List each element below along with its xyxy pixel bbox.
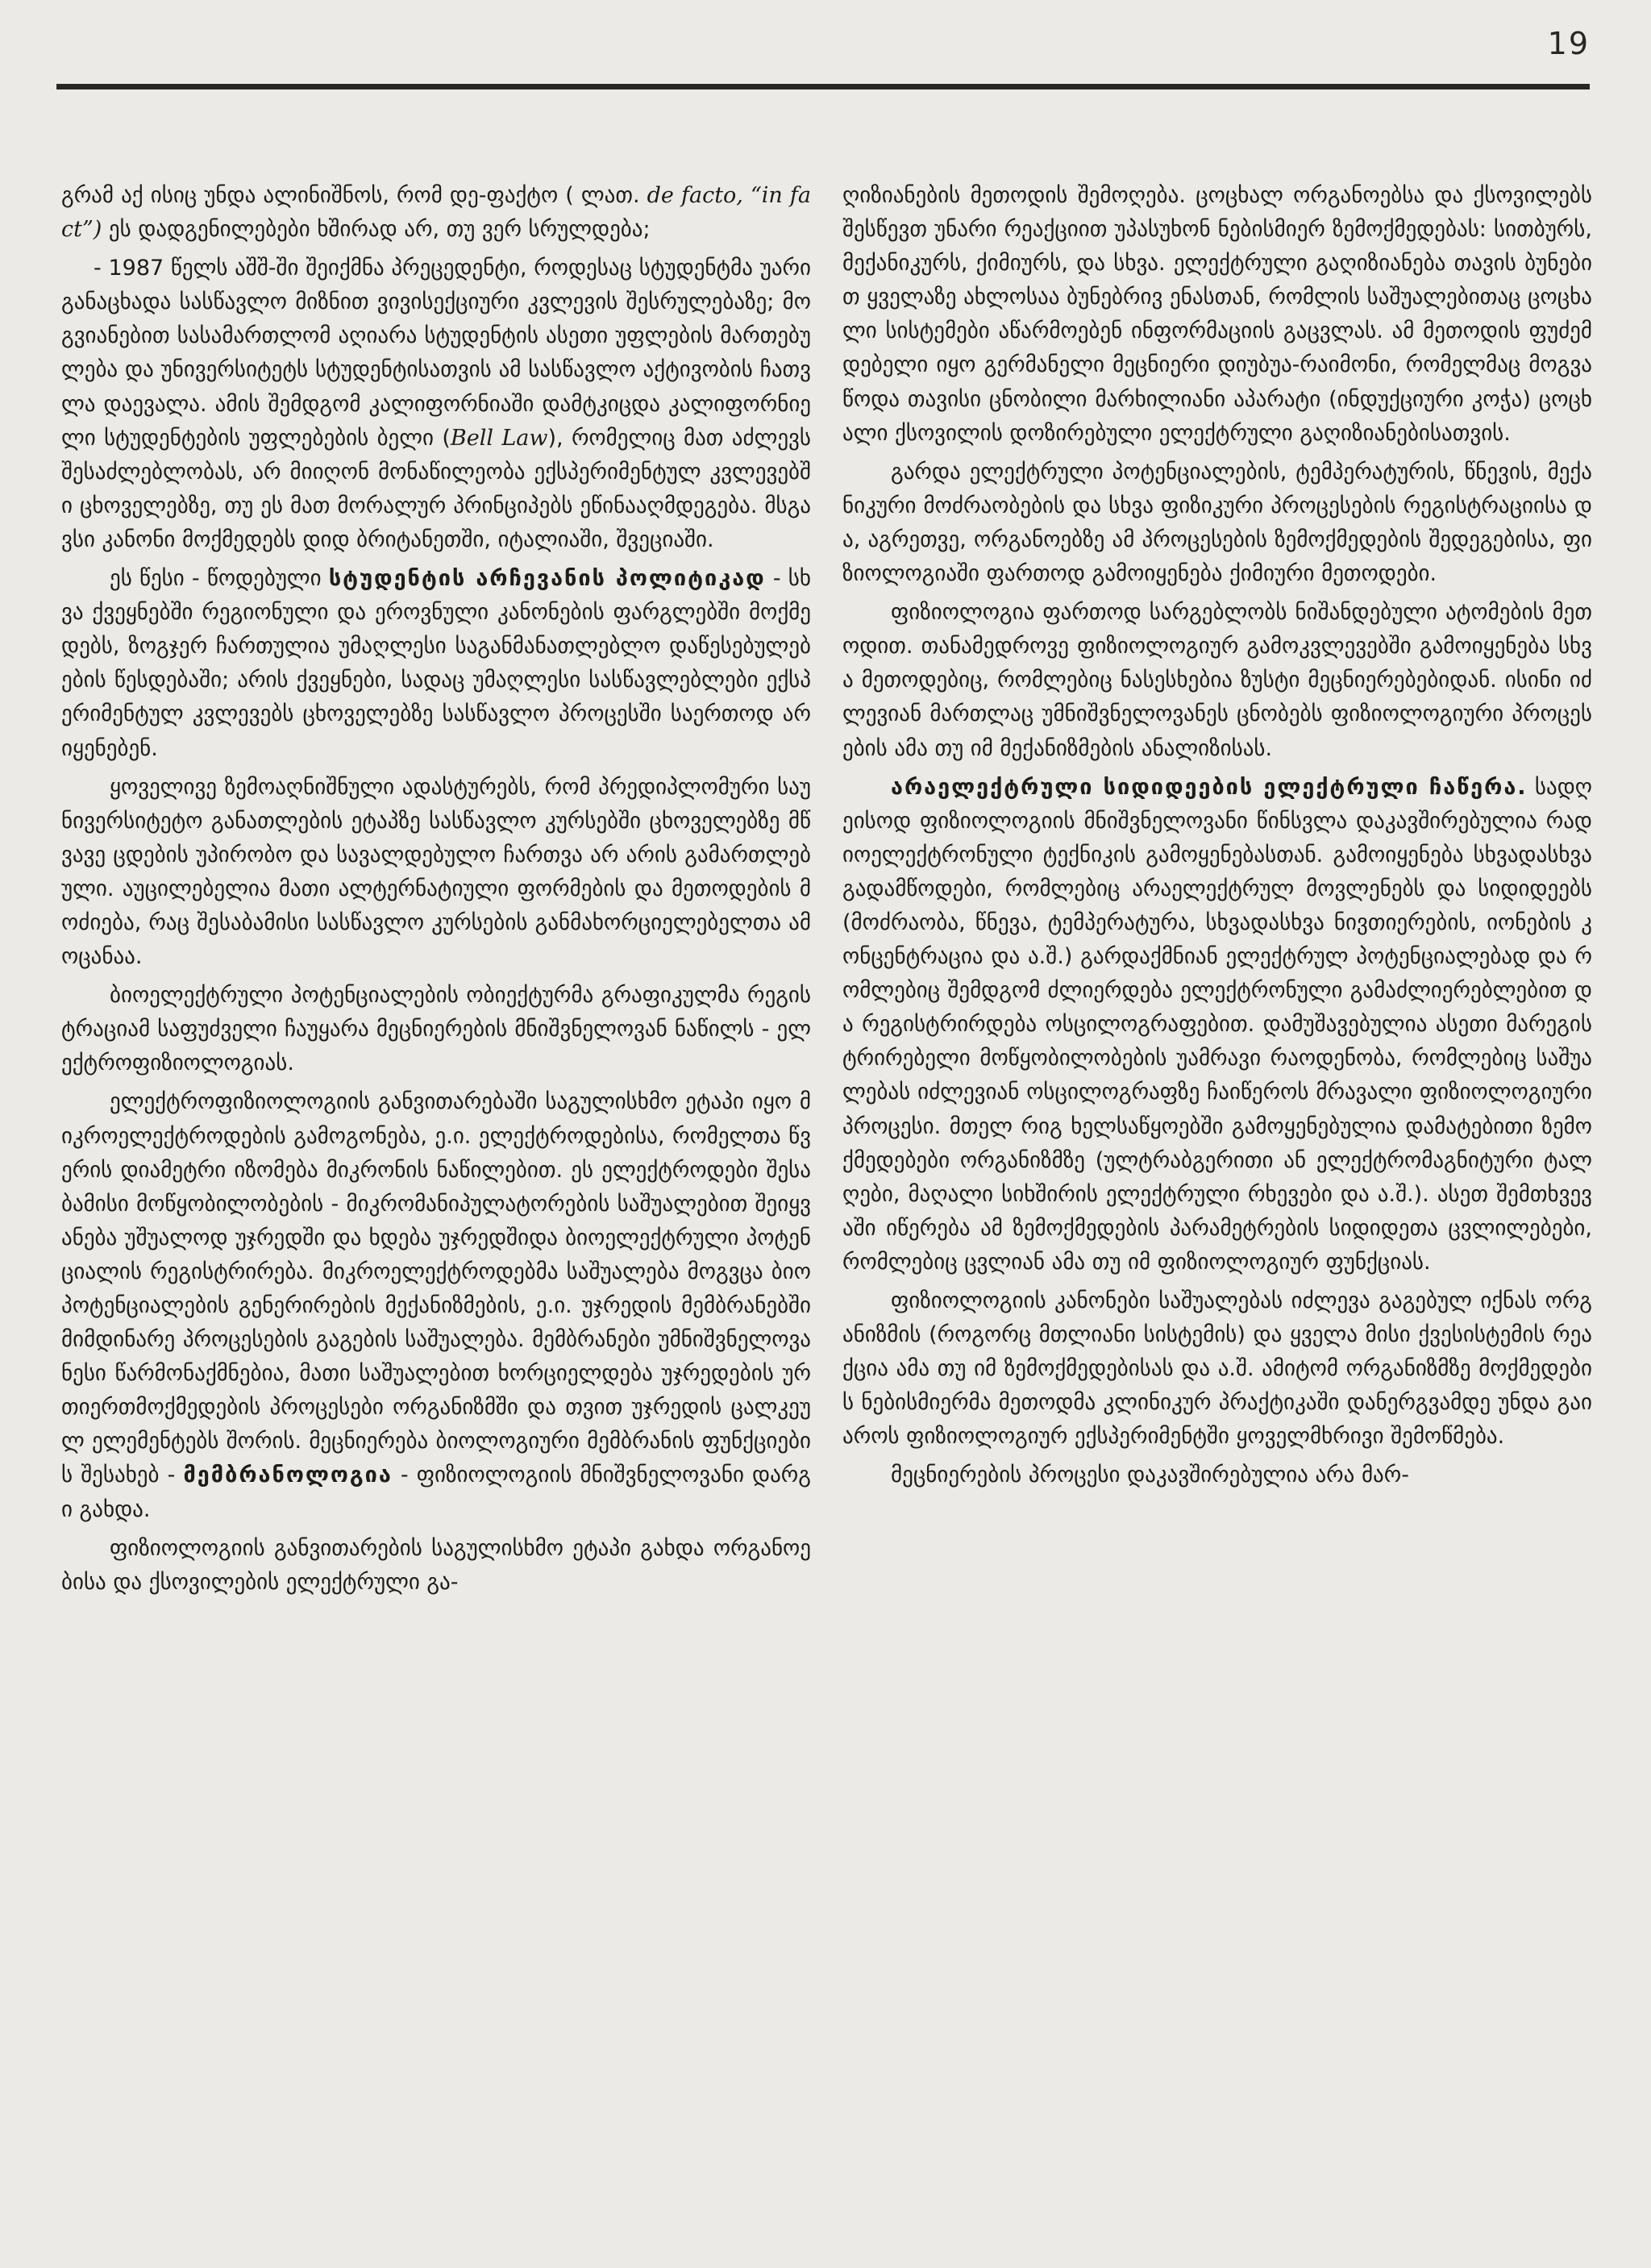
paragraph-text: ელექტროფიზიოლოგიის განვითარებაში საგულისხმო ეტაპი იყო მიკროელექტროდების გამოგონება, ე.ი. ელექტროდებისა, რომელთა წვერის დიამეტრი იზომება მიკრონის ნაწილებით. ეს ელექტროდები შესაბამისი მოწყობილობების - მიკრომანიპულატორების საშუალებით შეიყვანება უშუალოდ უჯრედში და ხდება უჯრედშიდა ბიოელექტრული პოტენციალის რეგისტრირება. მიკროელექტროდებმა საშუალება მოგვცა ბიოპოტენციალების გენერირების მექანიზმების, ე.ი. უჯრედის მემბრანებში მიმდინარე პროცესების გაგების საშუალება. მემბრანები უმნიშვნელოვანესი წარმონაქმნებია, მათი საშუალებით ხორციელდება უჯრედების ურთიერთმოქმედების პროცესები ორგანიზმში და თვით უჯრედის ცალკეულ ელემენტებს შორის. მეცნიერება ბიოლოგიური მემბრანის ფუნქციების შესახებ - (61, 1089, 811, 1488)
header-rule (56, 84, 1590, 89)
paragraph-text: მეცნიერების პროცესი დაკავშირებულია არა მარ- (891, 1463, 1410, 1488)
paragraph-text: ღიზიანების მეთოდის შემოღება. ცოცხალ ორგანოებსა და ქსოვილებს შესწევთ უნარი რეაქციით უპასუხონ ნებისმიერ ზემოქმედებას: სითბურს, მექანიკურს, ქიმიურს, და სხვა. ელექტრული გაღიზიანება თავის ბუნებით ყველაზე ახლოსაა ბუნებრივ ენასთან, რომლის საშუალებითაც ცოცხალი სისტემები აწარმოებენ ინფორმაციის გაცვლას. ამ მეთოდის ფუძემდებელი იყო გერმანელი მეცნიერი დიუბუა-რაიმონი, რომელმაც მოგვაწოდა თავისი ცნობილი მარხილიანი აპარატი (ინდუქციური კოჭა) ცოცხალი ქსოვილის დოზირებული ელექტრული გაღიზიანებისათვის. (842, 183, 1592, 446)
paragraph-text: გარდა ელექტრული პოტენციალების, ტემპერატურის, წნევის, მექანიკური მოძრაობების და სხვა ფიზიკური პროცესების რეგისტრაციისა და, აგრეთვე, ორგანოებზე ამ პროცესების ზემოქმედების შედეგებისა, ფიზიოლოგიაში ფართოდ გამოიყენება ქიმიური მეთოდები. (842, 459, 1592, 587)
paragraph-text: - სხვა ქვეყნებში რეგიონული და ეროვნული კანონების ფარგლებში მოქმედებს, ზოგჯერ ჩართულია უმაღლესი საგანმანათლებლო დაწესებულებების წესდებაში; არის ქვეყნები, სადაც უმაღლესი სასწავლებლები ექსპერიმენტულ კვლევებს ცხოველებზე სასწავლო პროცესში საერთოდ არ იყენებენ. (61, 566, 811, 761)
left-column (61, 179, 811, 2203)
bold-term: სტუდენტის არჩევანის პოლიტიკად (328, 566, 766, 592)
paragraph-text: ეს წესი - წოდებული (110, 566, 329, 592)
paragraph-text: ყოველივე ზემოაღნიშნული ადასტურებს, რომ პრედიპლომური საუნივერსიტეტო განათლების ეტაპზე სასწავლო კურსებში ცხოველებზე მწვავე ცდების უპირობო და სავალდებულო ჩართვა არ არის გამართლებული. აუცილებელია მათი ალტერნატიული ფორმების და მეთოდების მოძიება, რაც შესაბამისი სასწავლო კურსების განმახორციელებელთა ამოცანაა. (61, 774, 811, 970)
paragraph (61, 562, 811, 766)
paragraph-text: ), რომელიც მათ აძლევს შესაძლებლობას, არ მიიღონ მონაწილეობა ექსპერიმენტულ კვლევებში ცხოველებზე, თუ ეს მათ მორალურ პრინციპებს ეწინააღმდეგება. მსგავსი კანონი მოქმედებს დიდ ბრიტანეთში, იტალიაში, შვეციაში. (61, 425, 811, 552)
paragraph (61, 771, 811, 975)
page-number: 19 (1547, 26, 1590, 61)
paragraph (61, 979, 811, 1080)
paragraph-text: ფიზიოლოგია ფართოდ სარგებლობს ნიშანდებული ატომების მეთოდით. თანამედროვე ფიზიოლოგიურ გამოკვლევებში გამოიყენება სხვა მეთოდებიც, რომლებიც ნასესხებია ზუსტი მეცნიერებებიდან. ისინი იძლევიან მართლაც უმნიშვნელოვანეს ცნობებს ფიზიოლოგიური პროცესების ამა თუ იმ მექანიზმების ანალიზისას. (842, 600, 1592, 761)
paragraph-text: სადღეისოდ ფიზიოლოგიის მნიშვნელოვანი წინსვლა დაკავშირებულია რადიოელექტრონული ტექნიკის გამოყენებასთან. გამოიყენება სხვადასხვა გადამწოდები, რომლებიც არაელექტრულ მოვლენებს და სიდიდეებს (მოძრაობა, წნევა, ტემპერატურა, სხვადასხვა ნივთიერების, იონების კონცენტრაცია და ა.შ.) გარდაქმნიან ელექტრულ პოტენციალებად და რომლებიც შემდგომ ძლიერდება ელექტრონული გამაძლიერებლებით და რეგისტრირდება ოსცილოგრაფებით. დამუშავებულია ასეთი მარეგისტრირებელი მოწყობილობების უამრავი რაოდენობა, რომლებიც საშუალებას იძლევიან ოსცილოგრაფზე ჩაიწეროს მრავალი ფიზიოლოგიური პროცესი. მთელ რიგ ხელსაწყოებში გამოყენებულია დამატებითი ზემოქმედებები ორგანიზმზე (ულტრაბგერითი ან ელექტრომაგნიტური ტალღები, მაღალი სიხშირის ელექტრული რხევები და ა.შ.). ასეთ შემთხვევაში იწერება ამ ზემოქმედების პარამეტრების სიდიდეთა ცვლილებები, რომლებიც ცვლიან ამა თუ იმ ფიზიოლოგიურ ფუნქციას. (842, 774, 1592, 1275)
paragraph-text: - 1987 წელს აშშ-ში შეიქმნა პრეცედენტი, როდესაც სტუდენტმა უარი განაცხადა სასწავლო მიზნით ვივისექციური კვლევის შესრულებაზე; მოგვიანებით სასამართლომ აღიარა სტუდენტის ასეთი უფლების მართებულება და უნივერსიტეტს სტუდენტისათვის ამ სასწავლო აქტივობის ჩათვლა დაევალა. ამის შემდგომ კალიფორნიაში დამტკიცდა კალიფორნიელი სტუდენტების უფლებების ბელი ( (61, 256, 811, 451)
paragraph-text: - ფიზიოლოგიის მნიშვნელოვანი დარგი გახდა. (61, 1463, 811, 1522)
bold-term: მემბრანოლოგია (183, 1463, 393, 1488)
paragraph (842, 1459, 1592, 1492)
paragraph (842, 1284, 1592, 1454)
paragraph (61, 1085, 811, 1526)
italic-text: Bell Law (450, 425, 548, 451)
paragraph-text: ბიოელექტრული პოტენციალების ობიექტურმა გრაფიკულმა რეგისტრაციამ საფუძველი ჩაუყარა მეცნიერების მნიშვნელოვან ნაწილს - ელექტროფიზიოლოგიას. (61, 983, 811, 1076)
paragraph (61, 179, 811, 247)
paragraph (842, 596, 1592, 765)
right-column (842, 179, 1592, 2203)
paragraph (61, 1532, 811, 1600)
paragraph (842, 771, 1592, 1280)
paragraph-text: ეს დადგენილებები ხშირად არ, თუ ვერ სრულდება; (102, 217, 651, 243)
paragraph-text: ფიზიოლოგიის განვითარების საგულისხმო ეტაპი გახდა ორგანოებისა და ქსოვილების ელექტრული გა- (61, 1535, 811, 1595)
paragraph (842, 456, 1592, 591)
paragraph-text: გრამ აქ ისიც უნდა ალინიშნოს, რომ დე-ფაქტო ( ლათ. (61, 183, 647, 208)
bold-term: არაელექტრული სიდიდეების ელექტრული ჩაწერა. (891, 774, 1528, 800)
paragraph (842, 179, 1592, 451)
paragraph-text: ფიზიოლოგიის კანონები საშუალებას იძლევა გაგებულ იქნას ორგანიზმის (როგორც მთლიანი სისტემის) და ყველა მისი ქვესისტემის რეაქცია ამა თუ იმ ზემოქმედებისას და ა.შ. ამიტომ ორგანიზმზე მოქმედების ნებისმიერმა მეთოდმა კლინიკურ პრაქტიკაში დანერგვამდე უნდა გაიაროს ფიზიოლოგიურ ექსპერიმენტში ყოველმხრივი შემოწმება. (842, 1288, 1592, 1450)
paragraph (61, 252, 811, 557)
italic-text: de facto, “in fact”) (61, 183, 811, 243)
